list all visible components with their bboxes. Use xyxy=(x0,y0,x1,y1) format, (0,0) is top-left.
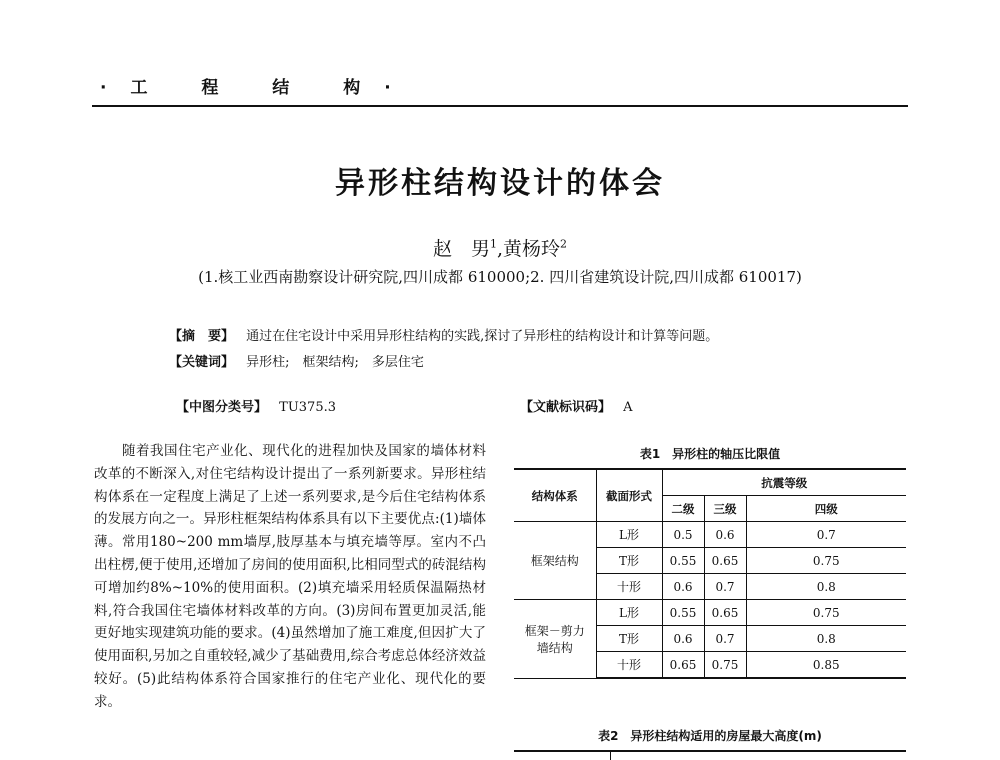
table1-value-cell: 0.65 xyxy=(704,600,746,626)
table1-system-line2: 墙结构 xyxy=(536,640,573,655)
table1-value-cell: 0.65 xyxy=(662,652,704,679)
table1-header-g3: 三级 xyxy=(704,496,746,522)
table-row xyxy=(514,522,906,548)
table1-section-cell: L形 xyxy=(596,600,662,626)
keywords-text: 异形柱; 框架结构; 多层住宅 xyxy=(246,355,424,370)
paper-title: 异形柱结构设计的体会 xyxy=(335,166,665,201)
table1-value-cell: 0.8 xyxy=(746,626,906,652)
table1-value-cell: 0.75 xyxy=(746,548,906,574)
table1-value-cell: 0.7 xyxy=(704,574,746,600)
classification-value: TU375.3 xyxy=(279,400,336,415)
affiliation: (1.核工业西南勘察设计研究院,四川成都 610000;2. 四川省建筑设计院,四川成都 610017) xyxy=(198,268,802,286)
classification-label: 【中图分类号】 xyxy=(176,400,268,415)
table1-header-system: 结构体系 xyxy=(514,469,596,522)
author-separator: , xyxy=(496,238,504,260)
table1-section-cell: 十形 xyxy=(596,652,662,679)
doc-code-value: A xyxy=(623,400,633,415)
table1-value-cell: 0.8 xyxy=(746,574,906,600)
abstract xyxy=(169,325,718,344)
keywords xyxy=(169,351,424,370)
table1-system-line1: 框架－剪力 xyxy=(524,623,585,638)
table1-system-cell xyxy=(514,600,596,679)
table1-value-cell: 0.75 xyxy=(704,652,746,679)
table1-value-cell: 0.6 xyxy=(704,522,746,548)
table1-caption: 表1 异形柱的轴压比限值 xyxy=(639,447,781,461)
author-1: 赵 男 xyxy=(432,238,490,260)
table1-value-cell: 0.75 xyxy=(746,600,906,626)
author-1-sup: 1 xyxy=(489,237,497,251)
table1-header-g2: 二级 xyxy=(662,496,704,522)
table1-value-cell: 0.55 xyxy=(662,600,704,626)
table1-value-cell: 0.6 xyxy=(662,626,704,652)
author-2-sup: 2 xyxy=(560,237,568,251)
author-2: 黄杨玲 xyxy=(503,238,561,260)
table1-header-g4: 四级 xyxy=(746,496,906,522)
abstract-label: 【摘 要】 xyxy=(169,329,235,344)
table1-section-cell: 十形 xyxy=(596,574,662,600)
table1-value-cell: 0.65 xyxy=(704,548,746,574)
classification xyxy=(176,396,336,415)
authors xyxy=(0,234,1000,261)
table2-top-rule xyxy=(514,750,906,752)
table1-value-cell: 0.6 xyxy=(662,574,704,600)
doc-code-label: 【文献标识码】 xyxy=(520,400,612,415)
body-column xyxy=(94,440,486,714)
table1-value-cell: 0.5 xyxy=(662,522,704,548)
table2-column-rule xyxy=(610,752,611,760)
table1-section-cell: T形 xyxy=(596,626,662,652)
table1-value-cell: 0.7 xyxy=(704,626,746,652)
table1-section-cell: L形 xyxy=(596,522,662,548)
table-row xyxy=(514,600,906,626)
header-rule xyxy=(92,105,908,107)
table1-system-cell: 框架结构 xyxy=(514,522,596,600)
doc-code xyxy=(520,396,633,415)
table1-section-cell: T形 xyxy=(596,548,662,574)
table1-value-cell: 0.85 xyxy=(746,652,906,679)
table1-header-section: 截面形式 xyxy=(596,469,662,522)
abstract-text: 通过在住宅设计中采用异形柱结构的实践,探讨了异形柱的结构设计和计算等问题。 xyxy=(246,329,719,344)
table2-caption: 表2 异形柱结构适用的房屋最大高度(m) xyxy=(598,729,822,743)
section-header: ·工 程 结 构· xyxy=(100,78,415,98)
keywords-label: 【关键词】 xyxy=(169,355,235,370)
table1-value-cell: 0.55 xyxy=(662,548,704,574)
table1-header-grade: 抗震等级 xyxy=(662,469,906,496)
table1 xyxy=(514,468,906,679)
table1-value-cell: 0.7 xyxy=(746,522,906,548)
body-paragraph: 随着我国住宅产业化、现代化的进程加快及国家的墙体材料改革的不断深入,对住宅结构设计提出了一系列新要求。异形柱结构体系在一定程度上满足了上述一系列要求,是今后住宅结构体系的发展方向之一。异形柱框架结构体系具有以下主要优点:(1)墙体薄。常用180~200 mm墙厚,肢厚基本与填充墙等厚。室内不凸出柱楞,便于使用,还增加了房间的使用面积,比相同型式的砖混结构可增加约8%~10%的使用面积。(2)填充墙采用轻质保温隔热材料,符合我国住宅墙体材料改革的方向。(3)房间布置更加灵活,能更好地实现建筑功能的要求。(4)虽然增加了施工难度,但因扩大了使用面积,另加之自重较轻,减少了基础费用,综合考虑总体经济效益较好。(5)此结构体系符合国家推行的住宅产业化、现代化的要求。 xyxy=(94,443,486,710)
